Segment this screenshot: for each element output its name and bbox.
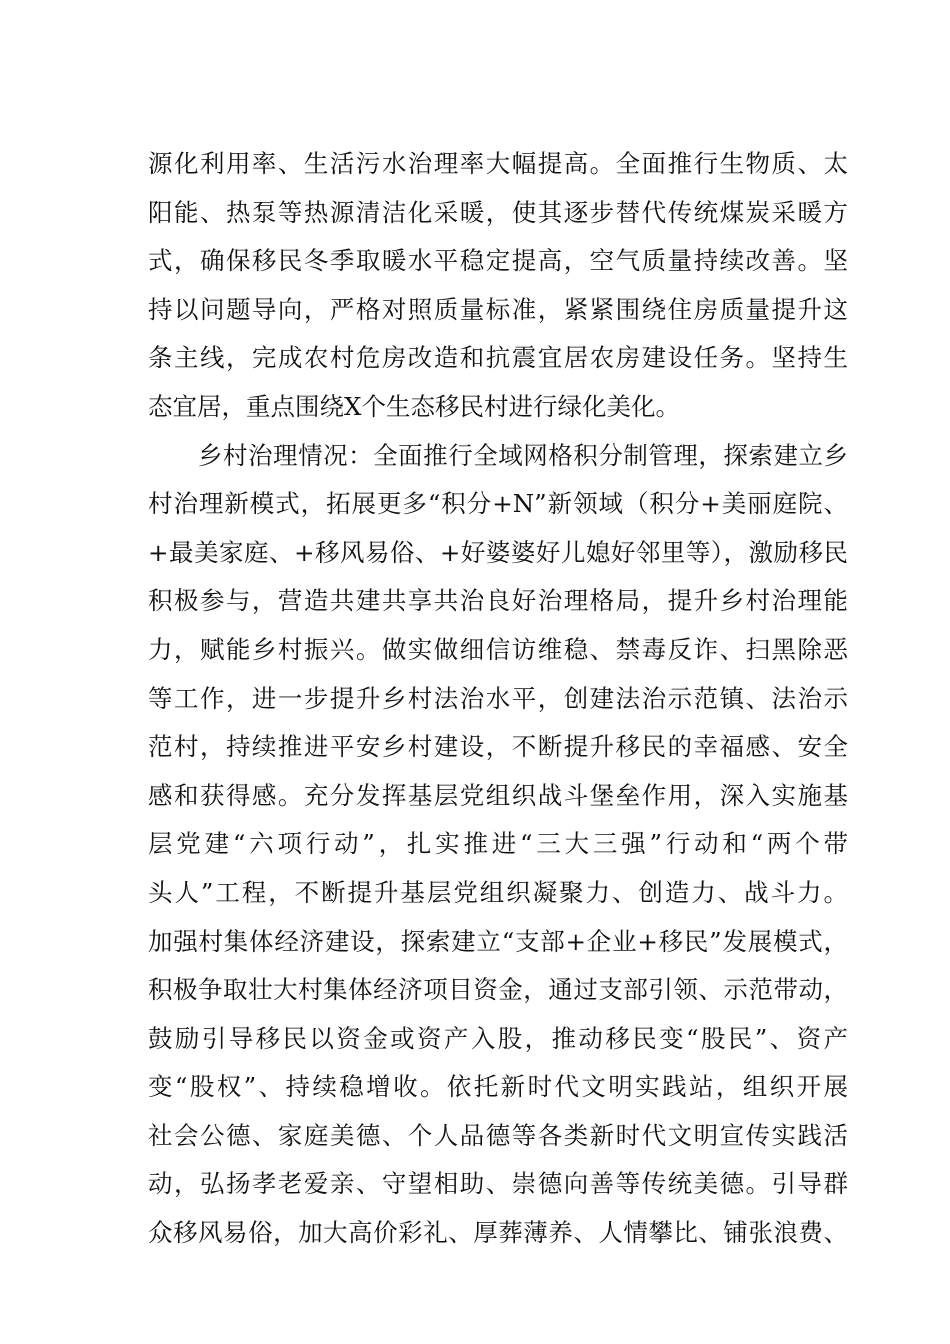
text-line: 态宜居，重点围绕X个生态移民村进行绿化美化。 xyxy=(148,391,680,421)
body-text xyxy=(148,140,848,1258)
text-line: 积极参与，营造共建共享共治良好治理格局，提升乡村治理能 xyxy=(148,586,848,616)
text-line: 众移风易俗，加大高价彩礼、厚葬薄养、人情攀比、铺张浪费、 xyxy=(148,1218,848,1248)
text-line: 等工作，进一步提升乡村法治水平，创建法治示范镇、法治示 xyxy=(148,683,848,713)
text-line: 头人”工程，不断提升基层党组织凝聚力、创造力、战斗力。 xyxy=(148,877,848,907)
text-line: 加强村集体经济建设，探索建立“支部+企业+移民”发展模式， xyxy=(148,926,848,956)
text-line: 力，赋能乡村振兴。做实做细信访维稳、禁毒反诈、扫黑除恶 xyxy=(148,634,848,664)
text-line: 乡村治理情况：全面推行全域网格积分制管理，探索建立乡 xyxy=(198,440,848,470)
text-line: 范村，持续推进平安乡村建设，不断提升移民的幸福感、安全 xyxy=(148,732,848,762)
text-line: 社会公德、家庭美德、个人品德等各类新时代文明宣传实践活 xyxy=(148,1120,848,1150)
text-line: 层党建“六项行动”，扎实推进“三大三强”行动和“两个带 xyxy=(148,829,848,859)
text-line: 动，弘扬孝老爱亲、守望相助、崇德向善等传统美德。引导群 xyxy=(148,1169,848,1199)
text-line: 村治理新模式，拓展更多“积分+N”新领域（积分+美丽庭院、 xyxy=(148,489,848,519)
text-line: 持以问题导向，严格对照质量标准，紧紧围绕住房质量提升这 xyxy=(148,294,848,324)
text-line: 源化利用率、生活污水治理率大幅提高。全面推行生物质、太 xyxy=(148,149,848,178)
text-line: 鼓励引导移民以资金或资产入股，推动移民变“股民”、资产 xyxy=(148,1023,848,1053)
text-line: 积极争取壮大村集体经济项目资金，通过支部引领、示范带动， xyxy=(148,975,848,1005)
text-line: +最美家庭、+移风易俗、+好婆婆好儿媳好邻里等），激励移民 xyxy=(148,537,848,567)
paragraph-ecological-living xyxy=(148,140,848,432)
text-line: 条主线，完成农村危房改造和抗震宜居农房建设任务。坚持生 xyxy=(148,343,848,373)
paragraph-rural-governance xyxy=(148,432,848,1258)
text-line: 变“股权”、持续稳增收。依托新时代文明实践站，组织开展 xyxy=(148,1072,848,1102)
text-line: 式，确保移民冬季取暖水平稳定提高，空气质量持续改善。坚 xyxy=(148,246,848,276)
text-line: 感和获得感。充分发挥基层党组织战斗堡垒作用，深入实施基 xyxy=(148,780,848,810)
text-line: 阳能、热泵等热源清洁化采暖，使其逐步替代传统煤炭采暖方 xyxy=(148,197,848,227)
